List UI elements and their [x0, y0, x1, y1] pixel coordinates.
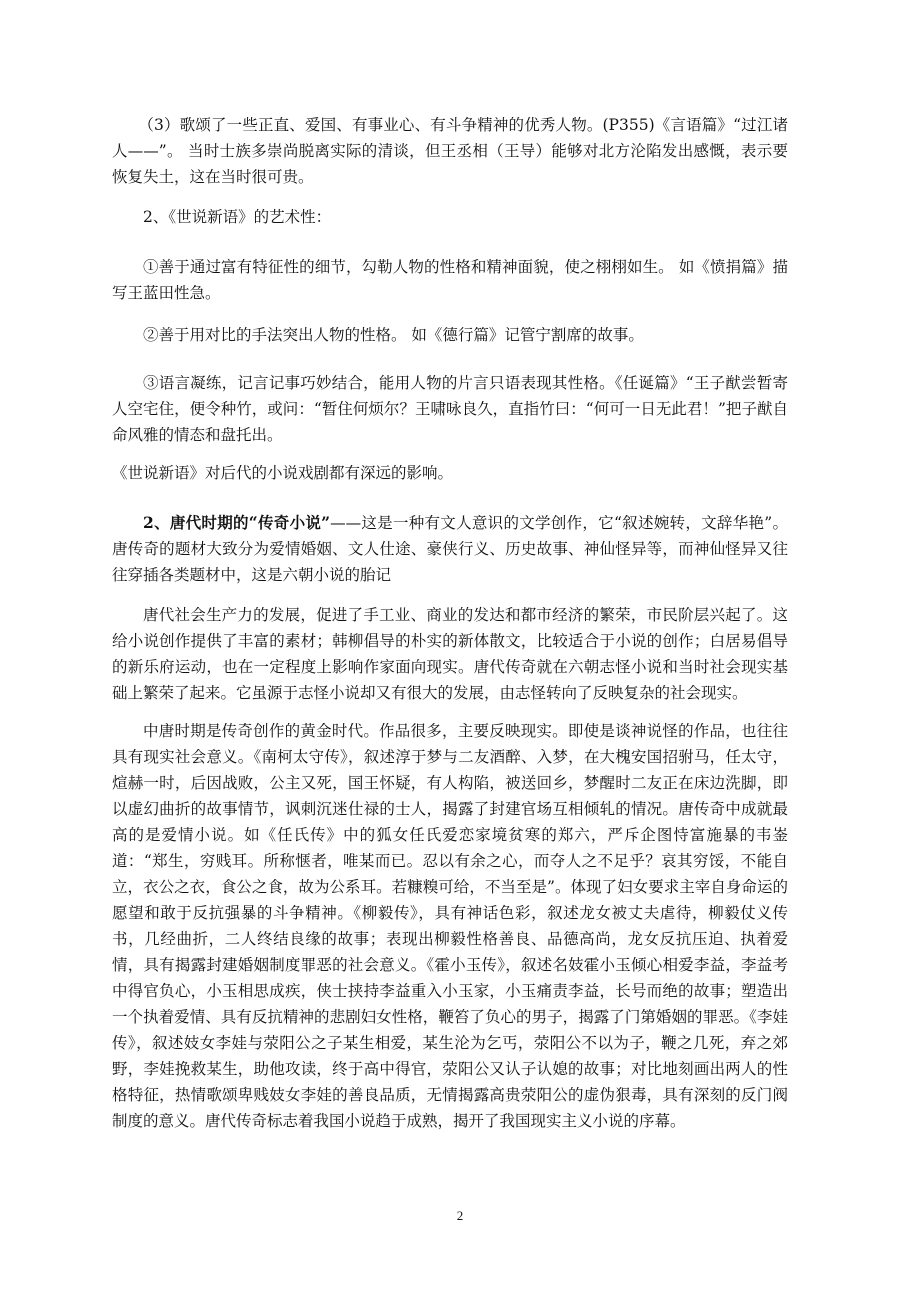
paragraph-artistry-heading: 2、《世说新语》的艺术性：: [143, 208, 332, 226]
paragraph-social-background: 唐代社会生产力的发展，促进了手工业、商业的发达和都市经济的繁荣，市民阶层兴起了。这给小说创作提供了丰富的素材；韩柳倡导的朴实的新体散文，比较适合于小说的创作；白居易倡导的新乐府运动，也在一定程度上影响作家面向现实。唐代传奇就在六朝志怪小说和当时社会现实基础上繁荣了起来。它虽源于志怪小说却又有很大的发展，由志怪转向了反映复杂的社会现实。: [112, 606, 788, 702]
paragraph-influence: 《世说新语》对后代的小说戏剧都有深远的影响。: [112, 464, 454, 482]
paragraph-praise-figures: （3）歌颂了一些正直、爱国、有事业心、有斗争精神的优秀人物。(P355)《言语篇》“过江诸人——”。 当时士族多崇尚脱离实际的清谈，但王丞相（王导）能够对北方沦陷发出感慨，表示要恢复失土，这在当时很可贵。: [112, 116, 788, 186]
section-heading-tang-chuanqi: 2、唐代时期的“传奇小说”: [143, 513, 331, 532]
paragraph-tang-chuanqi: [112, 510, 788, 588]
paragraph-detail-technique: ①善于通过富有特征性的细节，勾勒人物的性格和精神面貌，使之栩栩如生。 如《愤捐篇》描写王蓝田性急。: [112, 258, 788, 302]
section-body-tang-chuanqi: ——这是一种有文人意识的文学创作，它“叙述婉转，文辞华艳”。唐传奇的题材大致分为爱情婚姻、文人仕途、豪侠行义、历史故事、神仙怪异等，而神仙怪异又往往穿插各类题材中，这是六朝小说的胎记: [112, 514, 788, 584]
paragraph-contrast-technique: ②善于用对比的手法突出人物的性格。 如《德行篇》记管宁割席的故事。: [143, 326, 644, 344]
paragraph-mid-tang-golden-age: 中唐时期是传奇创作的黄金时代。作品很多，主要反映现实。即使是谈神说怪的作品，也往往具有现实社会意义。《南柯太守传》，叙述淳于梦与二友酒醉、入梦，在大槐安国招驸马，任太守，煊赫一时，后因战败，公主又死，国王怀疑，有人构陷，被送回乡，梦醒时二友正在床边洗脚，即以虚幻曲折的故事情节，讽刺沉迷仕禄的士人，揭露了封建官场互相倾轧的情况。唐传奇中成就最高的是爱情小说。如《任氏传》中的狐女任氏爱恋家境贫寒的郑六，严斥企图恃富施暴的韦崟道：“郑生，穷贱耳。所称惬者，唯某而已。忍以有余之心，而夺人之不足乎？哀其穷馁，不能自立，衣公之衣，食公之食，故为公系耳。若糠糗可给，不当至是”。体现了妇女要求主宰自身命运的愿望和敢于反抗强暴的斗争精神。《柳毅传》，具有神话色彩，叙述龙女被丈夫虐待，柳毅仗义传书，几经曲折，二人终结良缘的故事；表现出柳毅性格善良、品德高尚，龙女反抗压迫、执着爱情，具有揭露封建婚姻制度罪恶的社会意义。《霍小玉传》，叙述名妓霍小玉倾心相爱李益，李益考中得官负心，小玉相思成疾，侠士挟持李益重入小玉家，小玉痛责李益，长号而绝的故事；塑造出一个执着爱情、具有反抗精神的悲剧妇女性格，鞭笞了负心的男子，揭露了门第婚姻的罪恶。《李娃传》，叙述妓女李娃与荥阳公之子某生相爱，某生沦为乞丐，荥阳公不以为子，鞭之几死，弃之郊野，李娃挽救某生，助他攻读，终于高中得官，荥阳公又认子认媳的故事；对比地刻画出两人的性格特征，热情歌颂卑贱妓女李娃的善良品质，无情揭露高贵荥阳公的虚伪狠毒，具有深刻的反门阀制度的意义。唐代传奇标志着我国小说趋于成熟，揭开了我国现实主义小说的序幕。: [112, 722, 788, 1130]
paragraph-language-technique: ③语言凝练，记言记事巧妙结合，能用人物的片言只语表现其性格。《任诞篇》“王子猷尝暂寄人空宅住，便令种竹，或问：“暂住何烦尔？王啸咏良久，直指竹曰：“何可一日无此君！”把子猷自命风雅的情态和盘托出。: [112, 374, 788, 444]
page-number: 2: [456, 1208, 464, 1223]
